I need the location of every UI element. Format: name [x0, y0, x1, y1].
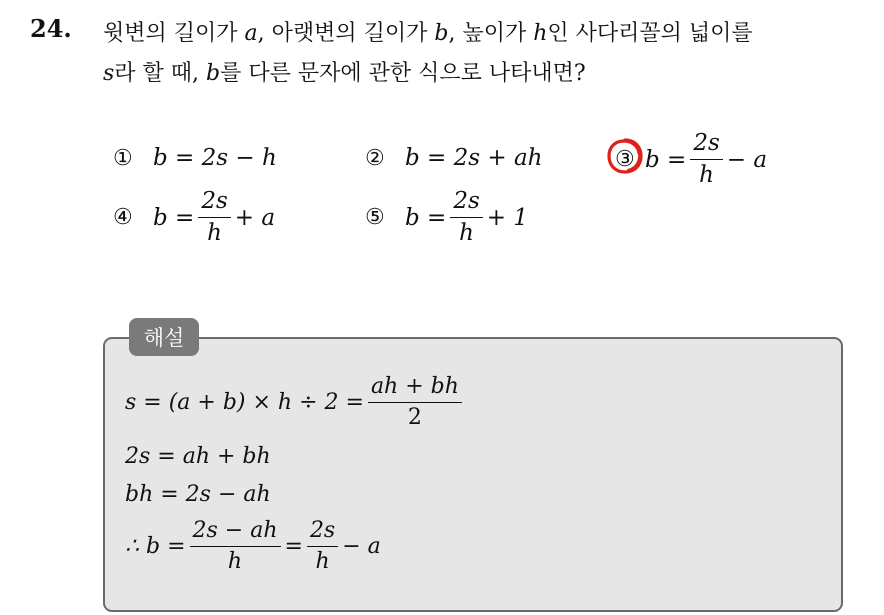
choice-3[interactable] [615, 132, 767, 187]
solution-line-4 [125, 520, 381, 573]
choice-tail: − a [726, 146, 768, 173]
choice-expression: b = 2s + ah [405, 145, 543, 171]
choice-5[interactable] [365, 190, 528, 245]
denominator: h [227, 549, 243, 574]
solution-expression: 2s = ah + bh [125, 444, 271, 469]
solution-line-3 [125, 482, 271, 507]
choice-marker: ① [113, 145, 133, 171]
question-text: , 아랫변의 길이가 [257, 21, 435, 46]
choice-lhs: b = [405, 204, 447, 231]
choice-tail: + a [234, 204, 276, 231]
solution-line-1 [125, 376, 466, 429]
variable-s: s [103, 61, 115, 86]
choice-4[interactable] [113, 190, 275, 245]
fraction [450, 190, 482, 245]
choice-lhs: b = [645, 146, 687, 173]
fraction [307, 520, 338, 573]
solution-line-2 [125, 444, 271, 469]
variable-h: h [533, 21, 548, 46]
question-text: 라 할 때, [114, 61, 207, 86]
solution-lhs: s = (a + b) × h ÷ 2 = [125, 390, 364, 415]
numerator: 2s [198, 190, 230, 218]
denominator: h [459, 220, 474, 246]
choice-expression: b = 2s − h [153, 145, 277, 171]
question-number: 24. [30, 14, 72, 43]
variable-a: a [244, 21, 258, 46]
denominator: h [207, 220, 222, 246]
choice-tail: + 1 [486, 204, 528, 231]
question-text: 인 사다리꼴의 넓이를 [547, 21, 753, 46]
choice-2[interactable] [365, 145, 542, 171]
equals-sign: = [284, 534, 303, 559]
numerator: 2s [450, 190, 482, 218]
fraction [190, 520, 281, 573]
numerator: 2s [307, 520, 338, 547]
solution-prefix: ∴ b = [125, 534, 186, 559]
choice-marker: ⑤ [365, 205, 385, 230]
fraction [368, 376, 462, 429]
denominator: h [699, 162, 714, 188]
numerator: 2s [690, 132, 722, 160]
explanation-tag: 해설 [129, 318, 199, 356]
choice-marker: ③ [615, 147, 635, 172]
numerator: 2s − ah [190, 520, 281, 547]
choice-1[interactable] [113, 145, 277, 171]
question-text: 를 다른 문자에 관한 식으로 나타내면? [220, 61, 586, 86]
denominator: 2 [407, 405, 422, 430]
solution-tail: − a [342, 534, 381, 559]
question-line-2 [103, 56, 586, 87]
solution-expression: bh = 2s − ah [125, 482, 271, 507]
numerator: ah + bh [368, 376, 462, 403]
variable-b: b [206, 61, 221, 86]
question-text: 윗변의 길이가 [103, 21, 245, 46]
fraction [198, 190, 230, 245]
choice-marker: ② [365, 145, 385, 171]
variable-b: b [434, 21, 449, 46]
choice-marker: ④ [113, 205, 133, 230]
denominator: h [315, 549, 330, 574]
question-line-1 [103, 16, 753, 47]
fraction [690, 132, 722, 187]
question-text: , 높이가 [448, 21, 534, 46]
choice-lhs: b = [153, 204, 195, 231]
